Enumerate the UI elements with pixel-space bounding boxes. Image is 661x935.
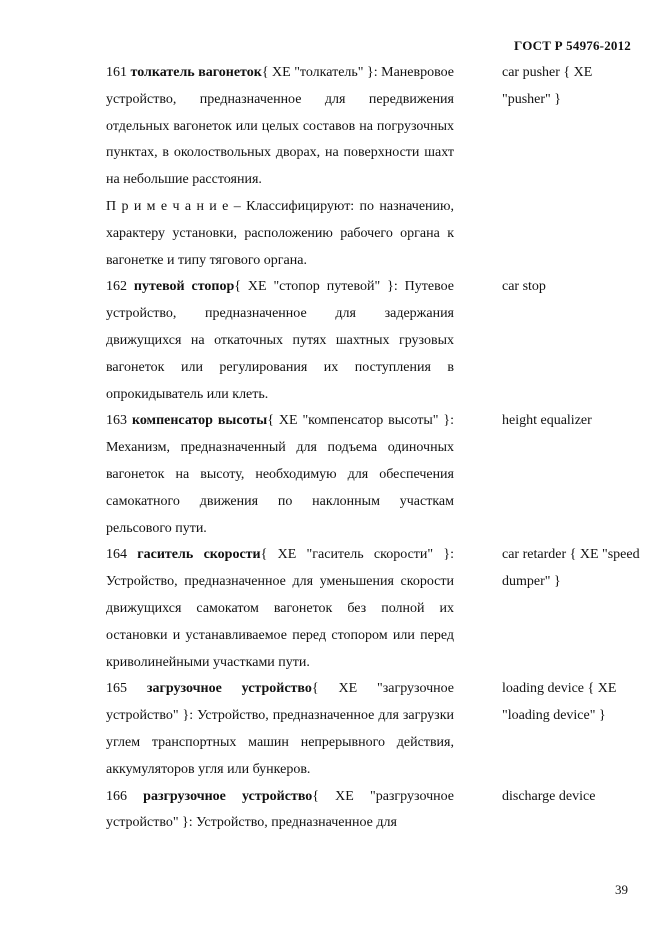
index-field: { XE "толкатель" }: xyxy=(261,65,378,80)
definition: Устройство, предназначенное для загрузки углем транспортных машин непрерывного действия, аккумуляторов угля или бункеров. xyxy=(106,708,454,777)
entry-number: 162 xyxy=(106,279,127,295)
english-term: height equalizer xyxy=(502,413,592,429)
index-field: { XE "загрузочное устройство" }: xyxy=(106,681,455,724)
russian-text xyxy=(106,60,454,274)
russian-text xyxy=(106,408,454,542)
document-standard-header: ГОСТ Р 54976-2012 xyxy=(514,38,631,53)
entry-number: 164 xyxy=(106,547,127,563)
russian-text xyxy=(106,274,454,408)
definition: Устройство, предназначенное для xyxy=(196,815,397,831)
term: толкатель вагонеток xyxy=(130,65,262,80)
term: путевой стопор xyxy=(133,279,235,295)
terms-list xyxy=(0,60,661,837)
definition: Устройство, предназначенное для уменьшения скорости движущихся самокатом вагонеток без полной их остановки и устанавливаемое перед стопором или перед криволинейными участками пути. xyxy=(106,574,454,670)
index-field: { XE "компенсатор высоты" }: xyxy=(267,413,454,429)
index-field: { XE "стопор путевой" }: xyxy=(234,279,398,295)
term: гаситель скорости xyxy=(137,547,261,563)
english-term: car pusher { XE "pusher" } xyxy=(502,65,593,107)
russian-text xyxy=(106,676,454,783)
english-term: car retarder { XE "speed dumper" } xyxy=(502,547,640,590)
entry-number: 166 xyxy=(106,788,127,804)
english-term: car stop xyxy=(502,279,546,295)
entry-number: 163 xyxy=(106,413,127,429)
entry-number: 161 xyxy=(106,65,127,80)
page-number: 39 xyxy=(615,882,628,897)
term-entry-164 xyxy=(0,542,661,676)
term-entry-162 xyxy=(0,274,661,408)
english-term: loading device { XE "loading device" } xyxy=(502,681,617,724)
definition: Механизм, предназначенный для подъема одиночных вагонеток на высоту, необходимую для обеспечения самокатного движения по наклонным участкам рельсового пути. xyxy=(106,440,454,536)
entry-number: 165 xyxy=(106,681,127,697)
index-field: { XE "гаситель скорости" }: xyxy=(260,547,455,563)
term-entry-161 xyxy=(0,60,661,274)
definition: Путевое устройство, предназначенное для задержания движущихся на откаточных путях шахтных грузовых вагонеток или регулирования их поступления в опрокидыватель или клеть. xyxy=(106,279,455,402)
russian-text xyxy=(106,784,454,838)
term-entry-165 xyxy=(0,676,661,783)
term: разгрузочное устройство xyxy=(143,788,313,804)
term: загрузочное устройство xyxy=(146,681,312,697)
term: компенсатор высоты xyxy=(131,413,268,429)
english-term: discharge device xyxy=(502,788,596,804)
index-field: { XE "разгрузочное устройство" }: xyxy=(106,788,454,831)
term-entry-163 xyxy=(0,408,661,542)
note: П р и м е ч а н и е – Классифицируют: по назначению, характеру установки, расположению рабочего органа к вагонетке и типу тягового органа. xyxy=(106,198,454,268)
russian-text xyxy=(106,542,454,676)
definition: Маневровое устройство, предназначенное для передвижения отдельных вагонеток или целых составов на погрузочных пунктах, в околоствольных дворах, на поверхности шахт на небольшие расстояния. xyxy=(106,65,455,188)
term-entry-166 xyxy=(0,784,661,838)
